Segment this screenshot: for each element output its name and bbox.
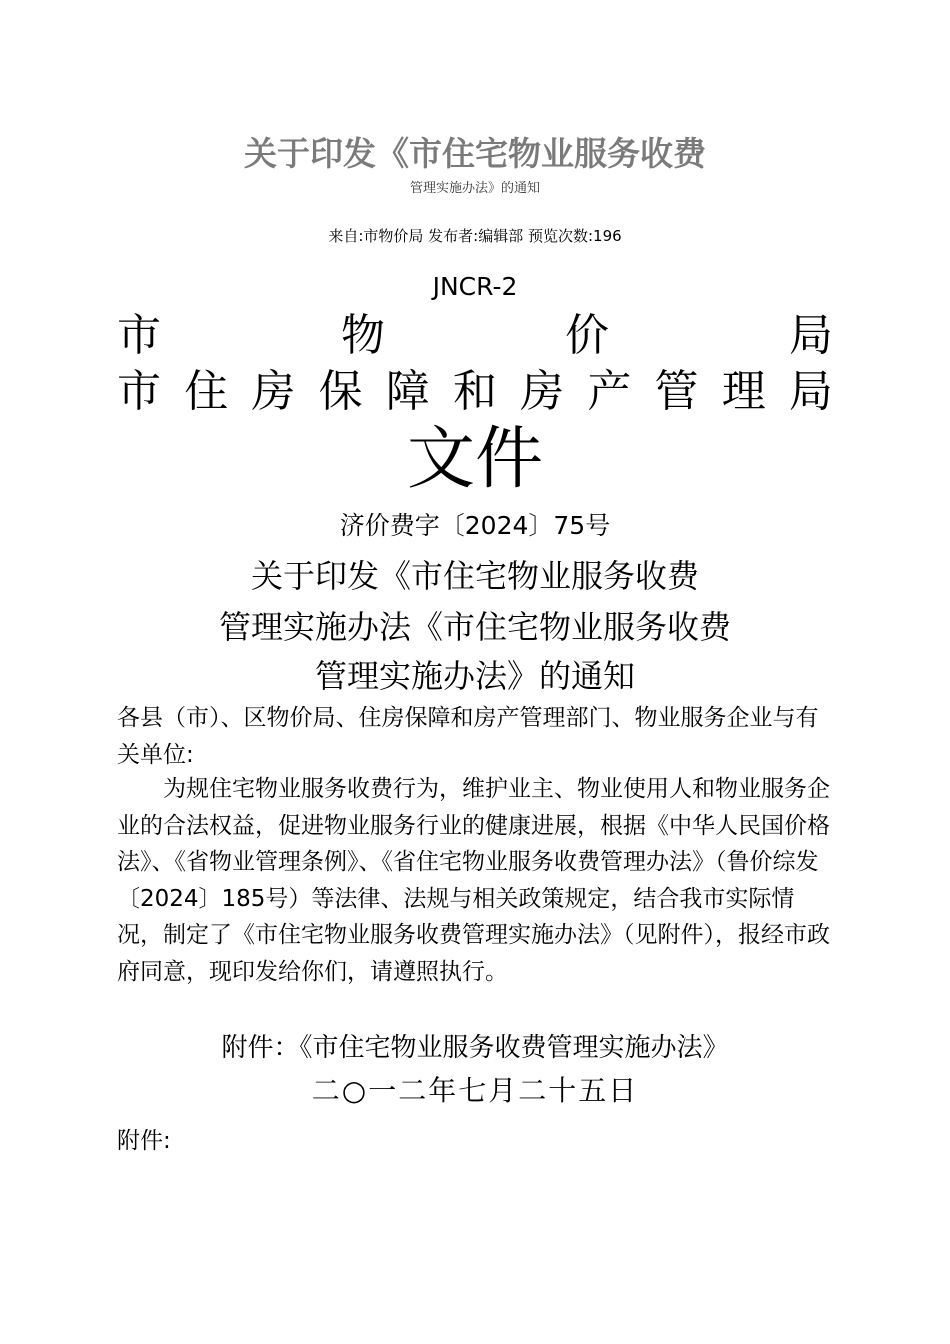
issuer-char: 保: [318, 366, 363, 417]
document-type: 文件: [406, 420, 543, 499]
issuer-char: 局: [789, 310, 833, 361]
document-code: JNCR-2: [432, 272, 518, 301]
source-meta: 来自:市物价局 发布者:编辑部 预览次数:196: [328, 227, 622, 245]
issuer-char: 产: [587, 366, 632, 417]
issuer-char: 管: [654, 366, 699, 417]
issuer-char: 障: [385, 366, 430, 417]
attachment-line: 附件：《市住宅物业服务收费管理实施办法》: [221, 1033, 729, 1063]
issuer-char: 局: [788, 366, 833, 417]
header-subtitle: 管理实施办法》的通知: [409, 181, 540, 196]
header-title: 关于印发《市住宅物业服务收费: [244, 134, 706, 173]
issuer-char: 理: [721, 366, 766, 417]
issuer-char: 住: [184, 366, 229, 417]
attachment-label: 附件:: [117, 1128, 171, 1154]
issuer-char: 价: [565, 310, 609, 361]
issuer-char: 和: [452, 366, 497, 417]
document-title-line: 管理实施办法》的通知: [314, 657, 635, 695]
body-paragraph: 为规住宅物业服务收费行为，维护业主、物业使用人和物业服务企业的合法权益，促进物业服务行业的健康进展，根据《中华人民国价格法》、《省物业管理条例》、《省住宅物业服务收费管理办法》（鲁价综发〔2024〕185号）等法律、法规与相关政策规定，结合我市实际情况，制定了《市住宅物业服务收费管理实施办法》（见附件），报经市政府同意，现印发给你们，请遵照执行。: [117, 776, 830, 985]
issuer-line-2: [117, 366, 833, 418]
document-title-line: 关于印发《市住宅物业服务收费: [250, 557, 699, 595]
issuer-char: 房: [251, 366, 296, 417]
document-number: 济价费字〔2024〕75号: [339, 511, 611, 540]
issuer-line-1: [117, 310, 833, 362]
issuer-char: 市: [117, 310, 161, 361]
document-title-line: 管理实施办法《市住宅物业服务收费: [218, 608, 731, 646]
issue-date: 二○一二年七月二十五日: [311, 1074, 639, 1107]
issuer-char: 物: [341, 310, 385, 361]
issuer-char: 市: [117, 366, 161, 417]
addressee: 各县（市）、区物价局、住房保障和房产管理部门、物业服务企业与有关单位:: [117, 705, 819, 768]
issuer-char: 房: [520, 366, 565, 417]
